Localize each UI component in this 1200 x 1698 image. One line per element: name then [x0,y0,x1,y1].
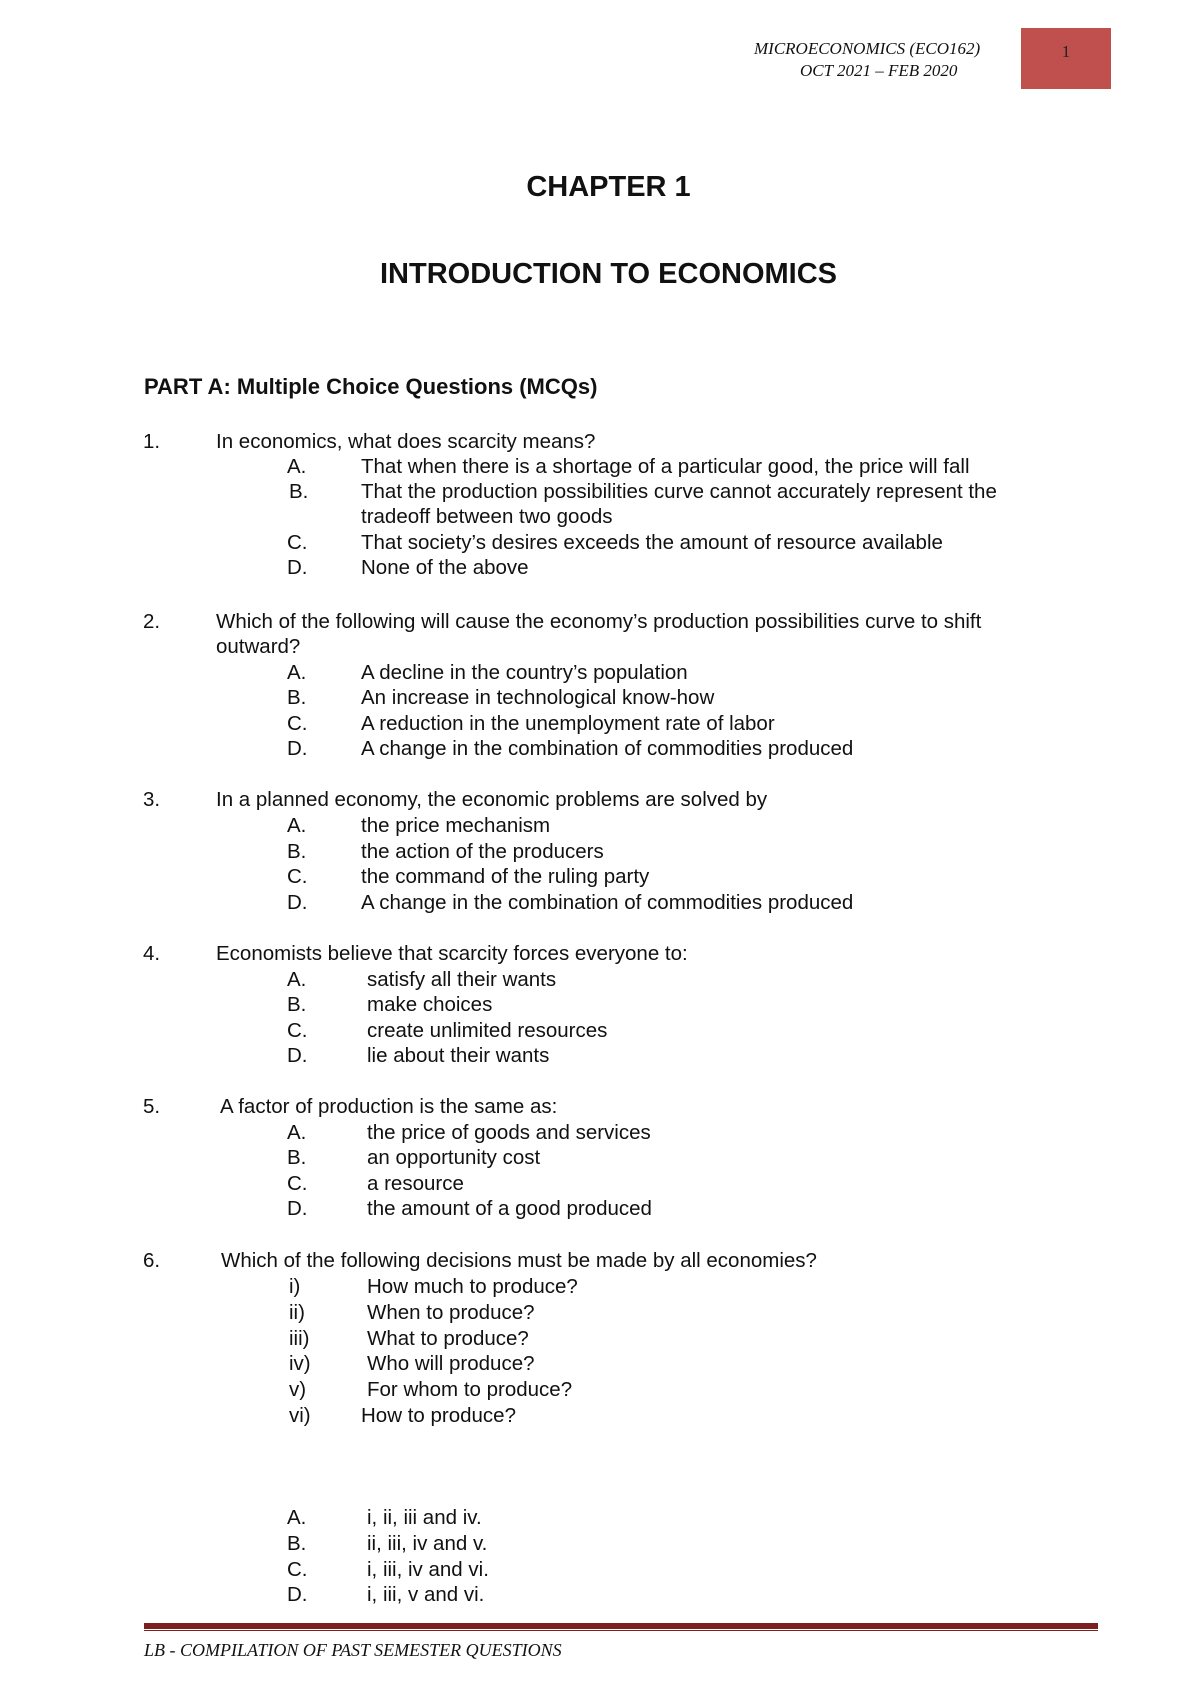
option-label: C. [287,712,308,735]
option-label: C. [287,1019,308,1042]
option-text: the price of goods and services [367,1121,651,1144]
option-label: A. [287,661,307,684]
statement-text: For whom to produce? [367,1378,573,1401]
statement-text: What to produce? [367,1327,529,1350]
option-text: A change in the combination of commodities produced [361,737,854,760]
option-text: the command of the ruling party [361,865,650,888]
statement-text: How to produce? [361,1404,516,1427]
statement-text: How much to produce? [367,1275,578,1298]
option-label: B. [289,480,309,503]
question-text: Which of the following will cause the economy’s production possibilities curve to shift [216,610,982,633]
statement-label: iv) [289,1352,311,1375]
footer-text: LB - COMPILATION OF PAST SEMESTER QUESTIONS [144,1640,562,1660]
question-number: 1. [143,430,161,453]
option-text: tradeoff between two goods [361,505,613,528]
option-label: D. [287,556,308,579]
option-label: B. [287,686,307,709]
option-text: A decline in the country’s population [361,661,688,684]
statement-label: v) [289,1378,307,1401]
option-label: A. [287,1506,307,1529]
question-number: 6. [143,1249,161,1272]
chapter-number: CHAPTER 1 [526,171,691,203]
question-text: In economics, what does scarcity means? [216,430,596,453]
option-text: An increase in technological know-how [361,686,715,709]
option-label: D. [287,737,308,760]
statement-label: vi) [289,1404,311,1427]
question-text: outward? [216,635,301,658]
option-label: A. [287,814,307,837]
question-number: 2. [143,610,161,633]
option-text: the amount of a good produced [367,1197,652,1220]
statement-label: i) [289,1275,301,1298]
statement-text: Who will produce? [367,1352,535,1375]
option-label: A. [287,455,307,478]
option-text: a resource [367,1172,464,1195]
option-label: D. [287,1197,308,1220]
option-text: That when there is a shortage of a particular good, the price will fall [361,455,970,478]
option-text: create unlimited resources [367,1019,608,1042]
option-text: i, iii, v and vi. [367,1583,485,1606]
option-label: D. [287,1583,308,1606]
option-text: the price mechanism [361,814,551,837]
option-label: A. [287,1121,307,1144]
option-text: That society’s desires exceeds the amount of resource available [361,531,943,554]
option-text: None of the above [361,556,529,579]
question-text: Economists believe that scarcity forces everyone to: [216,942,688,965]
statement-text: When to produce? [367,1301,535,1324]
chapter-title: INTRODUCTION TO ECONOMICS [379,258,838,290]
option-label: C. [287,865,308,888]
option-label: B. [287,1532,307,1555]
question-number: 5. [143,1095,161,1118]
course-code: MICROECONOMICS (ECO162) [754,39,981,58]
footer-divider-thin [144,1630,1098,1631]
option-label: B. [287,993,307,1016]
option-text: ii, iii, iv and v. [367,1532,488,1555]
option-text: satisfy all their wants [367,968,557,991]
session-dates: OCT 2021 – FEB 2020 [800,61,958,80]
option-label: B. [287,840,307,863]
question-number: 3. [143,788,161,811]
option-label: C. [287,1172,308,1195]
part-a-heading: PART A: Multiple Choice Questions (MCQs) [144,374,598,399]
option-label: A. [287,968,307,991]
option-label: B. [287,1146,307,1169]
question-number: 4. [143,942,161,965]
option-text: i, ii, iii and iv. [367,1506,482,1529]
question-text: A factor of production is the same as: [220,1095,558,1118]
option-label: C. [287,531,308,554]
question-text: In a planned economy, the economic problems are solved by [216,788,768,811]
option-label: D. [287,1044,308,1067]
option-text: lie about their wants [367,1044,550,1067]
footer-divider [144,1623,1098,1629]
statement-label: iii) [289,1327,310,1350]
option-text: i, iii, iv and vi. [367,1558,489,1581]
option-text: That the production possibilities curve cannot accurately represent the [361,480,997,503]
option-text: an opportunity cost [367,1146,541,1169]
option-label: D. [287,891,308,914]
option-label: C. [287,1558,308,1581]
option-text: make choices [367,993,493,1016]
statement-label: ii) [289,1301,305,1324]
option-text: A reduction in the unemployment rate of labor [361,712,775,735]
option-text: the action of the producers [361,840,604,863]
option-text: A change in the combination of commodities produced [361,891,854,914]
page-number: 1 [1021,28,1111,89]
question-text: Which of the following decisions must be made by all economies? [221,1249,817,1272]
